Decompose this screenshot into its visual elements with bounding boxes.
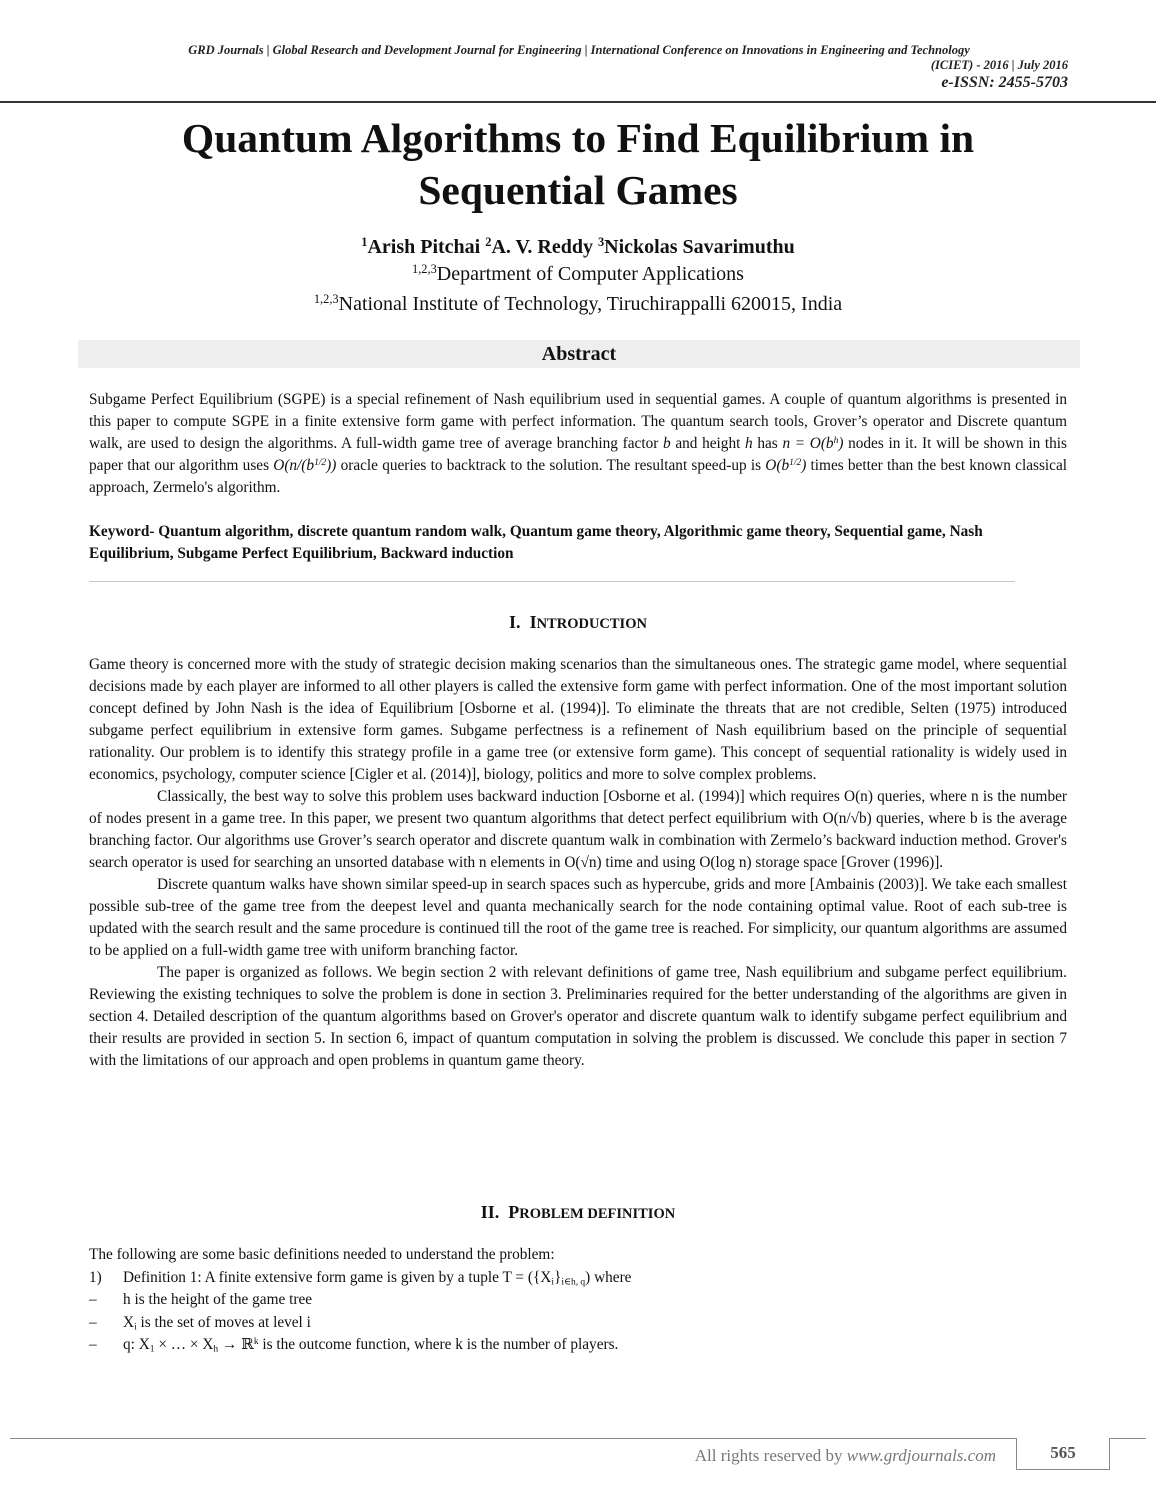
bullet-marker: – — [89, 1336, 97, 1353]
abstract-part-3: oracle queries to backtrack to the solution. The resultant speed-up is — [336, 457, 766, 474]
definition-item — [89, 1267, 1067, 1290]
abstract-part-2: nodes in it. It will be shown in this paper that our algorithm uses — [89, 435, 1067, 474]
journal-header — [90, 43, 1068, 92]
bullet-item — [89, 1334, 1067, 1357]
keywords: Keyword- Quantum algorithm, discrete quantum random walk, Quantum game theory, Algorithmic game theory, Sequential game, Nash Equilibrium, Subgame Perfect Equilibrium, Backward induction — [89, 523, 983, 562]
bullet-marker: – — [89, 1291, 97, 1308]
copyright-notice — [695, 1444, 996, 1468]
header-rule — [0, 101, 1156, 103]
abstract-and-height: and height — [670, 435, 746, 452]
title-line-1: Quantum Algorithms to Find Equilibrium in — [181, 115, 975, 161]
author-3-marker: 3 — [597, 235, 605, 250]
bullet-text-height: h is the height of the game tree — [123, 1291, 313, 1308]
abstract-speedup-formula: $O(b^{1/2})$ — [765, 457, 807, 474]
author-1: Arish Pitchai — [367, 236, 481, 258]
section-2-number: II. — [480, 1202, 500, 1222]
abstract-text — [89, 389, 1067, 499]
conference-line: (ICIET) - 2016 | July 2016 — [930, 58, 1068, 72]
page-number: 565 — [1016, 1438, 1110, 1470]
author-3: Nickolas Savarimuthu — [604, 236, 795, 258]
author-2: A. V. Reddy — [491, 236, 593, 258]
footer-rule — [10, 1438, 1016, 1439]
bullet-text-outcome: q: $X_1$ × … × $X_h$ → ℝ$^k$ is the outcome function, where k is the number of players. — [123, 1336, 619, 1355]
section-2-title-rest: ROBLEM DEFINITION — [519, 1206, 676, 1222]
issn: e-ISSN: 2455-5703 — [941, 74, 1068, 91]
abstract-part-4: times better than the best known classical approach, Zermelo's algorithm. — [89, 457, 1067, 496]
intro-paragraph-1: Game theory is concerned more with the study of strategic decision making scenarios than the simultaneous ones. The strategic game model, where sequential decisions made by each player are informed to all other players is called the extensive form game with perfect information. One of the most important solution concept defined by John Nash is the idea of Equilibrium [Osborne et al. (1994)]. To eliminate the threats that are not credible, Selten (1975) introduced subgame perfect equilibrium in extensive form games. Subgame perfectness is a refinement of Nash equilibrium based on the principle of sequential rationality. Our problem is to identify this strategy profile in a game tree (or extensive form game). This concept of sequential rationality is widely used in economics, psychology, computer science [Cigler et al. (2014)], biology, politics and more to solve complex problems. — [89, 656, 1067, 783]
affiliation-2-marker: 1,2,3 — [313, 292, 339, 307]
bullet-item — [89, 1312, 1067, 1335]
author-2-marker: 2 — [485, 235, 492, 250]
journal-line: GRD Journals | Global Research and Development Journal for Engineering | International Conference on Innovations in Engineering and Technology — [188, 43, 970, 57]
abstract-has: has — [752, 435, 783, 452]
intro-paragraph-2: Classically, the best way to solve this problem uses backward induction [Osborne et al. (1994)] which requires O(n) queries, where n is the number of nodes present in a game tree. In this paper, we present two quantum algorithms that detect perfect equilibrium with O(n/√b) queries, where b is the average branching factor. Our algorithms use Grover’s search operator and discrete quantum walk in combination with Zermelo’s backward induction method. Grover's search operator is used for searching an unsorted database with n elements in O(√n) time and using O(log n) storage space [Grover (1996)]. — [89, 788, 1067, 871]
journal-site-link[interactable]: www.grdjournals.com — [846, 1446, 996, 1465]
author-list — [80, 234, 1076, 260]
keywords-rule — [89, 581, 1015, 582]
affiliation-1-marker: 1,2,3 — [412, 262, 437, 277]
abstract-heading: Abstract — [78, 340, 1080, 368]
abstract-b: b — [663, 435, 671, 452]
bullet-text-moves: $X_i$ is the set of moves at level i — [123, 1313, 311, 1332]
affiliation-department — [80, 261, 1076, 287]
intro-paragraph-3: Discrete quantum walks have shown similar speed-up in search spaces such as hypercube, grids and more [Ambainis (2003)]. We take each smallest possible sub-tree of the game tree from the deepest level and quanta mechanically search for the node containing optimal value. Root of each sub-tree is updated with the search result and the same procedure is continued till the root of the game tree is reached. For simplicity, our quantum algorithms are assumed to be applied on a full-width game tree with uniform branching factor. — [89, 876, 1067, 959]
section-2-initial: P — [508, 1202, 520, 1222]
definition-marker: 1) — [89, 1268, 102, 1286]
section-1-number: I. — [509, 612, 521, 632]
affiliation-1-text: Department of Computer Applications — [436, 263, 744, 285]
section-introduction-heading — [89, 611, 1067, 635]
rights-text: All rights reserved by — [694, 1446, 847, 1465]
section-1-initial: I — [529, 612, 537, 632]
affiliation-2-text: National Institute of Technology, Tiruchirappalli 620015, India — [338, 293, 843, 315]
section-problem-heading — [89, 1201, 1067, 1225]
abstract-query-formula: $O(n/(b^{1/2}))$ — [273, 457, 337, 474]
abstract-h: h — [745, 435, 753, 452]
footer-rule-right — [1110, 1438, 1146, 1439]
bullet-marker: – — [89, 1313, 97, 1331]
title-line-2: Sequential Games — [418, 167, 738, 213]
bullet-item — [89, 1289, 1067, 1312]
abstract-part-1: Subgame Perfect Equilibrium (SGPE) is a special refinement of Nash equilibrium used in sequential games. A couple of quantum algorithms is presented in this paper to compute SGPE in a finite extensive form game with perfect information. The quantum search tools, Grover’s operator and Discrete quantum walk, are used to design the algorithms. A full-width game tree of average branching factor — [89, 391, 1067, 452]
problem-intro: The following are some basic definitions needed to understand the problem: — [89, 1246, 555, 1263]
definition-text: Definition 1: A finite extensive form game is given by a tuple $T = (\{X_i\}_{i\in h, q})$ where — [123, 1268, 632, 1287]
problem-body — [89, 1244, 1067, 1357]
abstract-n-formula: $n = O(b^h)$ — [782, 435, 844, 452]
intro-paragraph-4: The paper is organized as follows. We begin section 2 with relevant definitions of game tree, Nash equilibrium and subgame perfect equilibrium. Reviewing the existing techniques to solve the problem is done in section 3. Preliminaries required for the better understanding of the algorithms are given in section 4. Detailed description of the quantum algorithms based on Grover's operator and discrete quantum walk to identify subgame perfect equilibrium and their results are provided in section 5. In section 6, impact of quantum computation in solving the problem is discussed. We conclude this paper in section 7 with the limitations of our approach and open problems in quantum game theory. — [89, 964, 1067, 1069]
author-1-marker: 1 — [361, 235, 368, 250]
affiliation-institute — [80, 291, 1076, 317]
paper-title — [80, 112, 1076, 216]
introduction-body — [89, 654, 1067, 1072]
section-1-title-rest: NTRODUCTION — [536, 616, 647, 632]
